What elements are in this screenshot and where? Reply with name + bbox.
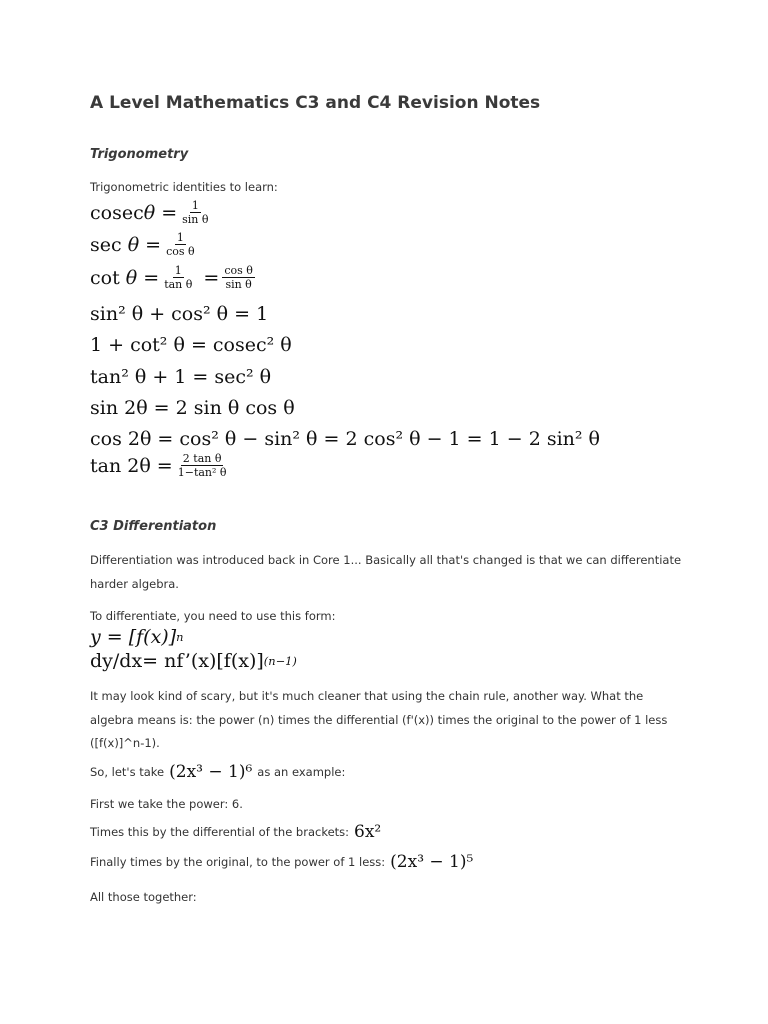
original-power-less-expression: (2x³ − 1)⁵ xyxy=(390,852,474,872)
example-expression: (2x³ − 1)⁶ xyxy=(169,762,253,782)
diff-paragraph-5: First we take the power: 6. xyxy=(90,797,243,811)
fraction-one-over-sin: $\frac{1}{\text{sin θ}}$ xyxy=(182,199,209,226)
fraction-one-over-cos: $\frac{1}{\text{cos θ}}$ xyxy=(166,231,195,258)
identity-cosec: cosec θ = $\frac{1}{\text{sin θ}}$ xyxy=(90,199,209,226)
identity-double-angle-sin: sin 2θ = 2 sin θ cos θ xyxy=(90,397,295,419)
fraction-tan-double: $\frac{\text{2 tan θ}}{\text{1−tan² θ}}$ xyxy=(177,452,227,479)
trig-intro-text: Trigonometric identities to learn: xyxy=(90,180,278,194)
identity-pythagorean-1: sin² θ + cos² θ = 1 xyxy=(90,303,269,325)
identity-double-angle-cos: cos 2θ = cos² θ − sin² θ = 2 cos² θ − 1 = 1 − 2 sin² θ xyxy=(90,428,600,450)
identity-pythagorean-2: 1 + cot² θ = cosec² θ xyxy=(90,334,292,356)
diff-paragraph-3-line-2: algebra means is: the power (n) times the differential (f'(x)) times the original to the power of 1 less xyxy=(90,713,668,727)
identity-pythagorean-3: tan² θ + 1 = sec² θ xyxy=(90,366,272,388)
identity-cot: cot θ = $\frac{1}{\text{tan θ}}$ = $\frac{\text{cos θ}}{\text{sin θ}}$ xyxy=(90,264,253,291)
identity-sec: sec θ = $\frac{1}{\text{cos θ}}$ xyxy=(90,231,195,258)
diff-paragraph-3-line-1: It may look kind of scary, but it's much cleaner that using the chain rule, another way. What the xyxy=(90,689,644,703)
diff-paragraph-4: So, let's take (2x³ − 1)⁶ as an example: xyxy=(90,762,346,782)
diff-paragraph-1-line-1: Differentiation was introduced back in Core 1... Basically all that's changed is that we can differentiate xyxy=(90,553,682,567)
diff-paragraph-1-line-2: harder algebra. xyxy=(90,577,179,591)
diff-paragraph-8: All those together: xyxy=(90,890,197,904)
section-heading-trigonometry: Trigonometry xyxy=(90,147,189,162)
diff-paragraph-3-line-3: ([f(x)]^n-1). xyxy=(90,736,160,750)
identity-double-angle-tan: tan 2θ = $\frac{\text{2 tan θ}}{\text{1−tan² θ}}$ xyxy=(90,452,227,479)
formula-y-equals: y = [f(x)] n xyxy=(90,626,184,648)
differential-expression: 6x² xyxy=(354,822,382,842)
diff-paragraph-6: Times this by the differential of the brackets: 6x² xyxy=(90,822,382,842)
fraction-cos-over-sin: $\frac{\text{cos θ}}{\text{sin θ}}$ xyxy=(224,264,253,291)
formula-dy-dx: dy/dx= nf’(x)[f(x)] (n−1) xyxy=(90,650,297,672)
page-title: A Level Mathematics C3 and C4 Revision Notes xyxy=(90,93,541,113)
diff-paragraph-2: To differentiate, you need to use this form: xyxy=(90,609,336,623)
section-heading-differentiation: C3 Differentiaton xyxy=(90,519,217,534)
diff-paragraph-7: Finally times by the original, to the power of 1 less: (2x³ − 1)⁵ xyxy=(90,852,474,872)
fraction-one-over-tan: $\frac{1}{\text{tan θ}}$ xyxy=(164,264,193,291)
